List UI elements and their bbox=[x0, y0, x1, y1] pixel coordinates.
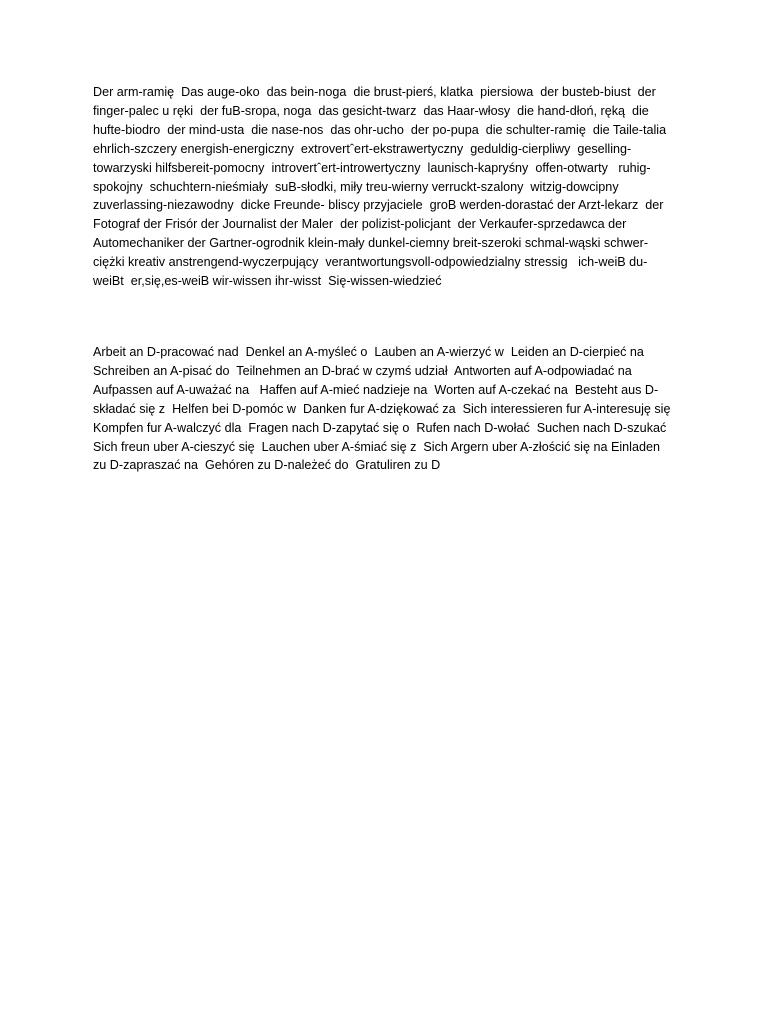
vocabulary-paragraph-verbs-prepositions: Arbeit an D-pracować nad Denkel an A-myśleć o Lauben an A-wierzyć w Leiden an D-cierpieć na Schreiben an A-pisać do Teilnehmen an D-brać w czymś udział Antworten auf A-odpowiadać na Aufpassen auf A-uważać na Haffen auf A-mieć nadzieje na Worten auf A-czekać na Besteht aus D-składać się z Helfen bei D-pomóc w Danken fur A-dziękować za Sich interessieren fur A-interesuję się Kompfen fur A-walczyć dla Fragen nach D-zapytać się o Rufen nach D-wołać Suchen nach D-szukać Sich freun uber A-cieszyć się Lauchen uber A-śmiać się z Sich Argern uber A-złościć się na Einladen zu D-zapraszać na Gehóren zu D-należeć do Gratuliren zu D bbox=[93, 345, 674, 473]
vocabulary-paragraph-body-adjectives: Der arm-ramię Das auge-oko das bein-noga die brust-pierś, klatka piersiowa der busteb-biust der finger-palec u ręki der fuB-sropa, noga das gesicht-twarz das Haar-włosy die hand-dłoń, ręką die hufte-biodro der mind-usta die nase-nos das ohr-ucho der po-pupa die schulter-ramię die Taile-talia ehrlich-szczery energish-energiczny extrovertˆert-ekstrawertyczny geduldig-cierpliwy geselling-towarzyski hilfsbereit-pomocny introvertˆert-introwertyczny launisch-kapryśny offen-otwarty ruhig-spokojny schuchtern-nieśmiały suB-słodki, miły treu-wierny verruckt-szalony witzig-dowcipny zuverlassing-niezawodny dicke Freunde- bliscy przyjaciele groB werden-dorastać der Arzt-lekarz der Fotograf der Frisór der Journalist der Maler der polizist-policjant der Verkaufer-sprzedawca der Automechaniker der Gartner-ogrodnik klein-mały dunkel-ciemny breit-szeroki schmal-wąski schwer-ciężki kreativ anstrengend-wyczerpujący verantwortungsvoll-odpowiedzialny stressig ich-weiB du-weiBt er,się,es-weiB wir-wissen ihr-wisst Się-wissen-wiedzieć bbox=[93, 85, 674, 289]
